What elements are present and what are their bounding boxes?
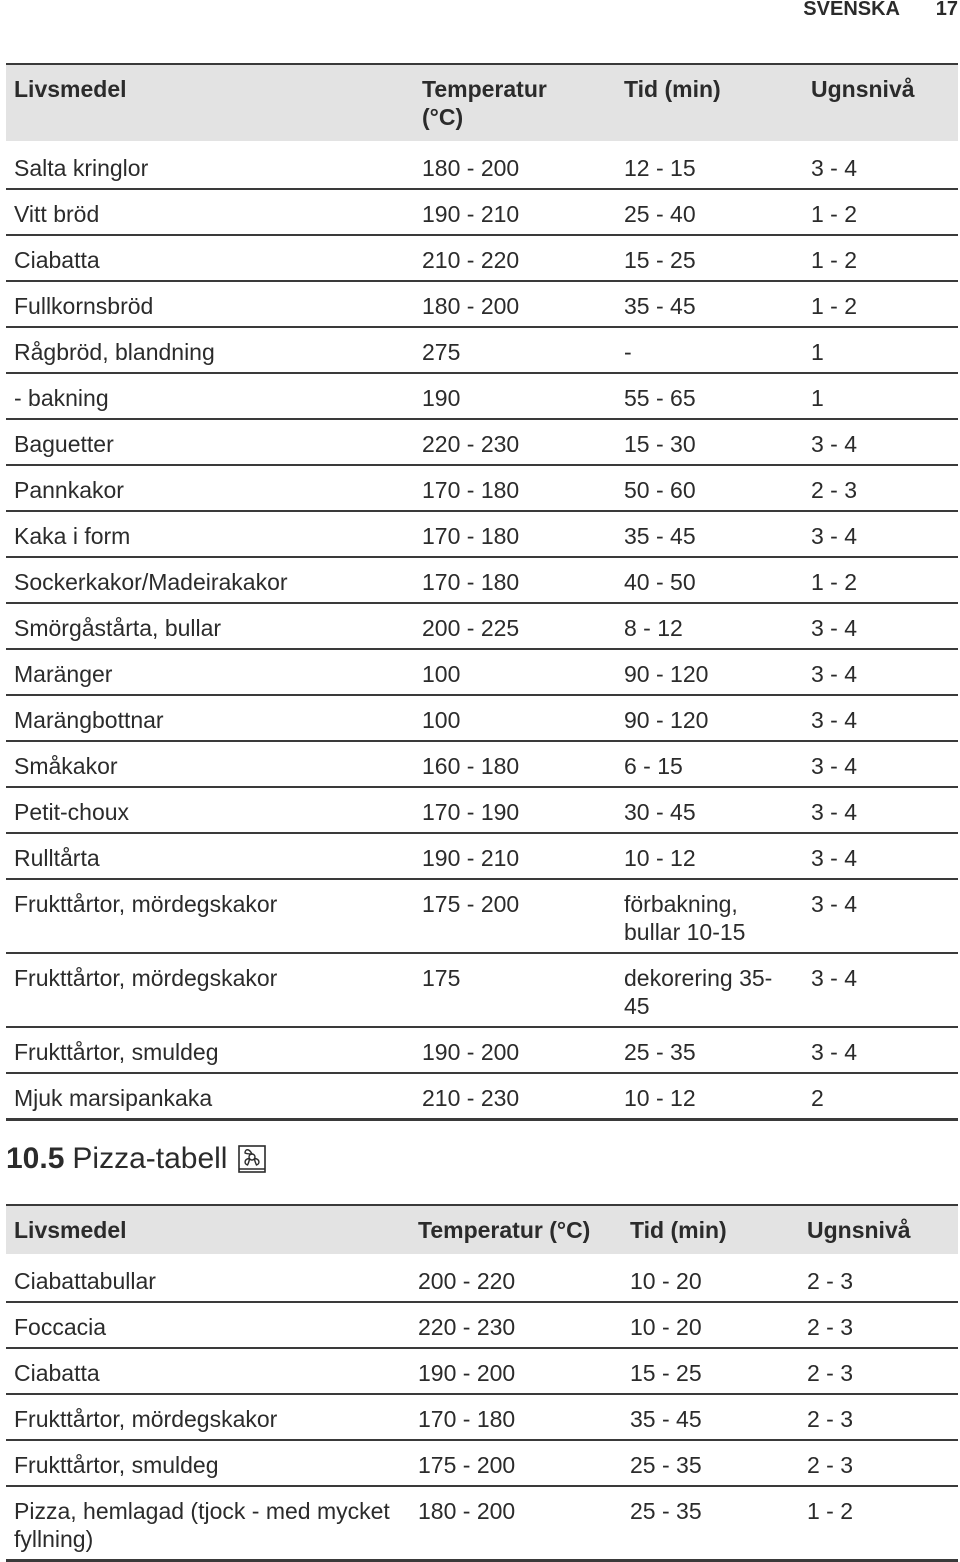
- section-number: 10.5: [6, 1142, 65, 1175]
- time-cell: 30 - 45: [616, 787, 803, 833]
- temperature-cell: 175 - 200: [410, 1440, 622, 1486]
- pizza-table: [6, 1204, 958, 1562]
- shelf-level-cell: 1 - 2: [803, 189, 958, 235]
- temperature-cell: 170 - 190: [414, 787, 616, 833]
- shelf-level-cell: 2: [803, 1073, 958, 1120]
- food-cell: Frukttårtor, mördegskakor: [6, 953, 414, 1027]
- temperature-cell: 190: [414, 373, 616, 419]
- table-row: [6, 1486, 958, 1561]
- table-row: [6, 1073, 958, 1120]
- section-heading: [6, 1139, 267, 1179]
- temperature-cell: 210 - 220: [414, 235, 616, 281]
- temperature-cell: 200 - 225: [414, 603, 616, 649]
- table-row: [6, 557, 958, 603]
- food-cell: Salta kringlor: [6, 143, 414, 190]
- running-head: [0, 0, 960, 24]
- food-cell: Pannkakor: [6, 465, 414, 511]
- table-row: [6, 695, 958, 741]
- temperature-cell: 200 - 220: [410, 1256, 622, 1303]
- temperature-cell: 180 - 200: [410, 1486, 622, 1561]
- temperature-cell: 190 - 210: [414, 833, 616, 879]
- food-cell: Frukttårtor, smuldeg: [6, 1027, 414, 1073]
- column-header-temperature: Temperatur (°C): [414, 64, 616, 143]
- table-row: [6, 373, 958, 419]
- table-row: [6, 953, 958, 1027]
- table-row: [6, 1440, 958, 1486]
- column-header-shelf-level: Ugnsnivå: [799, 1205, 958, 1256]
- food-cell: Petit-choux: [6, 787, 414, 833]
- time-cell: 10 - 20: [622, 1256, 799, 1303]
- food-cell: Rågbröd, blandning: [6, 327, 414, 373]
- time-cell: 90 - 120: [616, 649, 803, 695]
- shelf-level-cell: 2 - 3: [799, 1394, 958, 1440]
- table-row: [6, 465, 958, 511]
- table-row: [6, 327, 958, 373]
- shelf-level-cell: 3 - 4: [803, 511, 958, 557]
- pizza-function-icon: [237, 1144, 267, 1174]
- temperature-cell: 190 - 210: [414, 189, 616, 235]
- food-cell: Pizza, hemlagad (tjock - med mycket fyllning): [6, 1486, 410, 1561]
- table-row: [6, 833, 958, 879]
- time-cell: 12 - 15: [616, 143, 803, 190]
- column-header-time: Tid (min): [622, 1205, 799, 1256]
- column-header-food: Livsmedel: [6, 1205, 410, 1256]
- table-row: [6, 787, 958, 833]
- time-cell: 10 - 12: [616, 833, 803, 879]
- food-cell: Frukttårtor, mördegskakor: [6, 879, 414, 953]
- table-row: [6, 1348, 958, 1394]
- shelf-level-cell: 3 - 4: [803, 1027, 958, 1073]
- shelf-level-cell: 3 - 4: [803, 833, 958, 879]
- time-cell: 8 - 12: [616, 603, 803, 649]
- table-row: [6, 281, 958, 327]
- food-cell: Marängbottnar: [6, 695, 414, 741]
- food-cell: - bakning: [6, 373, 414, 419]
- temperature-cell: 175: [414, 953, 616, 1027]
- temperature-cell: 180 - 200: [414, 143, 616, 190]
- table-row: [6, 649, 958, 695]
- temperature-cell: 210 - 230: [414, 1073, 616, 1120]
- time-cell: 35 - 45: [616, 511, 803, 557]
- table-row: [6, 1394, 958, 1440]
- temperature-cell: 220 - 230: [414, 419, 616, 465]
- food-cell: Frukttårtor, mördegskakor: [6, 1394, 410, 1440]
- temperature-cell: 170 - 180: [410, 1394, 622, 1440]
- baking-table: [6, 63, 958, 1121]
- table-row: [6, 419, 958, 465]
- food-cell: Vitt bröd: [6, 189, 414, 235]
- shelf-level-cell: 2 - 3: [799, 1302, 958, 1348]
- time-cell: 35 - 45: [616, 281, 803, 327]
- temperature-cell: 190 - 200: [410, 1348, 622, 1394]
- food-cell: Mjuk marsipankaka: [6, 1073, 414, 1120]
- shelf-level-cell: 3 - 4: [803, 741, 958, 787]
- shelf-level-cell: 3 - 4: [803, 649, 958, 695]
- shelf-level-cell: 2 - 3: [799, 1256, 958, 1303]
- temperature-cell: 170 - 180: [414, 465, 616, 511]
- time-cell: 25 - 35: [616, 1027, 803, 1073]
- shelf-level-cell: 2 - 3: [799, 1440, 958, 1486]
- time-cell: 90 - 120: [616, 695, 803, 741]
- shelf-level-cell: 3 - 4: [803, 787, 958, 833]
- food-cell: Ciabatta: [6, 1348, 410, 1394]
- shelf-level-cell: 1 - 2: [803, 281, 958, 327]
- table-row: [6, 1302, 958, 1348]
- shelf-level-cell: 3 - 4: [803, 143, 958, 190]
- shelf-level-cell: 3 - 4: [803, 879, 958, 953]
- food-cell: Baguetter: [6, 419, 414, 465]
- time-cell: 15 - 25: [622, 1348, 799, 1394]
- time-cell: 35 - 45: [622, 1394, 799, 1440]
- food-cell: Kaka i form: [6, 511, 414, 557]
- table-row: [6, 189, 958, 235]
- time-cell: 50 - 60: [616, 465, 803, 511]
- table-row: [6, 511, 958, 557]
- time-cell: 6 - 15: [616, 741, 803, 787]
- shelf-level-cell: 1: [803, 327, 958, 373]
- table-row: [6, 1256, 958, 1303]
- column-header-temperature: Temperatur (°C): [410, 1205, 622, 1256]
- temperature-cell: 170 - 180: [414, 511, 616, 557]
- page-number: 17: [935, 0, 958, 20]
- temperature-cell: 100: [414, 649, 616, 695]
- shelf-level-cell: 3 - 4: [803, 695, 958, 741]
- food-cell: Fullkornsbröd: [6, 281, 414, 327]
- time-cell: 25 - 35: [622, 1440, 799, 1486]
- shelf-level-cell: 2 - 3: [803, 465, 958, 511]
- shelf-level-cell: 2 - 3: [799, 1348, 958, 1394]
- temperature-cell: 180 - 200: [414, 281, 616, 327]
- table-row: [6, 1027, 958, 1073]
- shelf-level-cell: 3 - 4: [803, 419, 958, 465]
- temperature-cell: 190 - 200: [414, 1027, 616, 1073]
- food-cell: Ciabattabullar: [6, 1256, 410, 1303]
- time-cell: 25 - 40: [616, 189, 803, 235]
- temperature-cell: 275: [414, 327, 616, 373]
- time-cell: förbakning, bullar 10-15: [616, 879, 803, 953]
- language-label: SVENSKA: [803, 0, 900, 20]
- food-cell: Smörgåstårta, bullar: [6, 603, 414, 649]
- time-cell: 10 - 20: [622, 1302, 799, 1348]
- food-cell: Frukttårtor, smuldeg: [6, 1440, 410, 1486]
- food-cell: Foccacia: [6, 1302, 410, 1348]
- column-header-food: Livsmedel: [6, 64, 414, 143]
- time-cell: 15 - 25: [616, 235, 803, 281]
- temperature-cell: 175 - 200: [414, 879, 616, 953]
- time-cell: 55 - 65: [616, 373, 803, 419]
- shelf-level-cell: 1 - 2: [803, 235, 958, 281]
- shelf-level-cell: 3 - 4: [803, 603, 958, 649]
- food-cell: Småkakor: [6, 741, 414, 787]
- column-header-shelf-level: Ugnsnivå: [803, 64, 958, 143]
- time-cell: 25 - 35: [622, 1486, 799, 1561]
- table-row: [6, 603, 958, 649]
- food-cell: Sockerkakor/Madeirakakor: [6, 557, 414, 603]
- food-cell: Rulltårta: [6, 833, 414, 879]
- table-row: [6, 143, 958, 190]
- temperature-cell: 170 - 180: [414, 557, 616, 603]
- time-cell: -: [616, 327, 803, 373]
- temperature-cell: 220 - 230: [410, 1302, 622, 1348]
- time-cell: dekorering 35-45: [616, 953, 803, 1027]
- shelf-level-cell: 1 - 2: [803, 557, 958, 603]
- table-row: [6, 879, 958, 953]
- temperature-cell: 100: [414, 695, 616, 741]
- shelf-level-cell: 1: [803, 373, 958, 419]
- table-header-row: [6, 1205, 958, 1256]
- temperature-cell: 160 - 180: [414, 741, 616, 787]
- time-cell: 40 - 50: [616, 557, 803, 603]
- shelf-level-cell: 1 - 2: [799, 1486, 958, 1561]
- table-row: [6, 741, 958, 787]
- time-cell: 15 - 30: [616, 419, 803, 465]
- time-cell: 10 - 12: [616, 1073, 803, 1120]
- table-row: [6, 235, 958, 281]
- section-title: Pizza-tabell: [72, 1142, 228, 1175]
- column-header-time: Tid (min): [616, 64, 803, 143]
- table-header-row: [6, 64, 958, 143]
- food-cell: Ciabatta: [6, 235, 414, 281]
- shelf-level-cell: 3 - 4: [803, 953, 958, 1027]
- food-cell: Maränger: [6, 649, 414, 695]
